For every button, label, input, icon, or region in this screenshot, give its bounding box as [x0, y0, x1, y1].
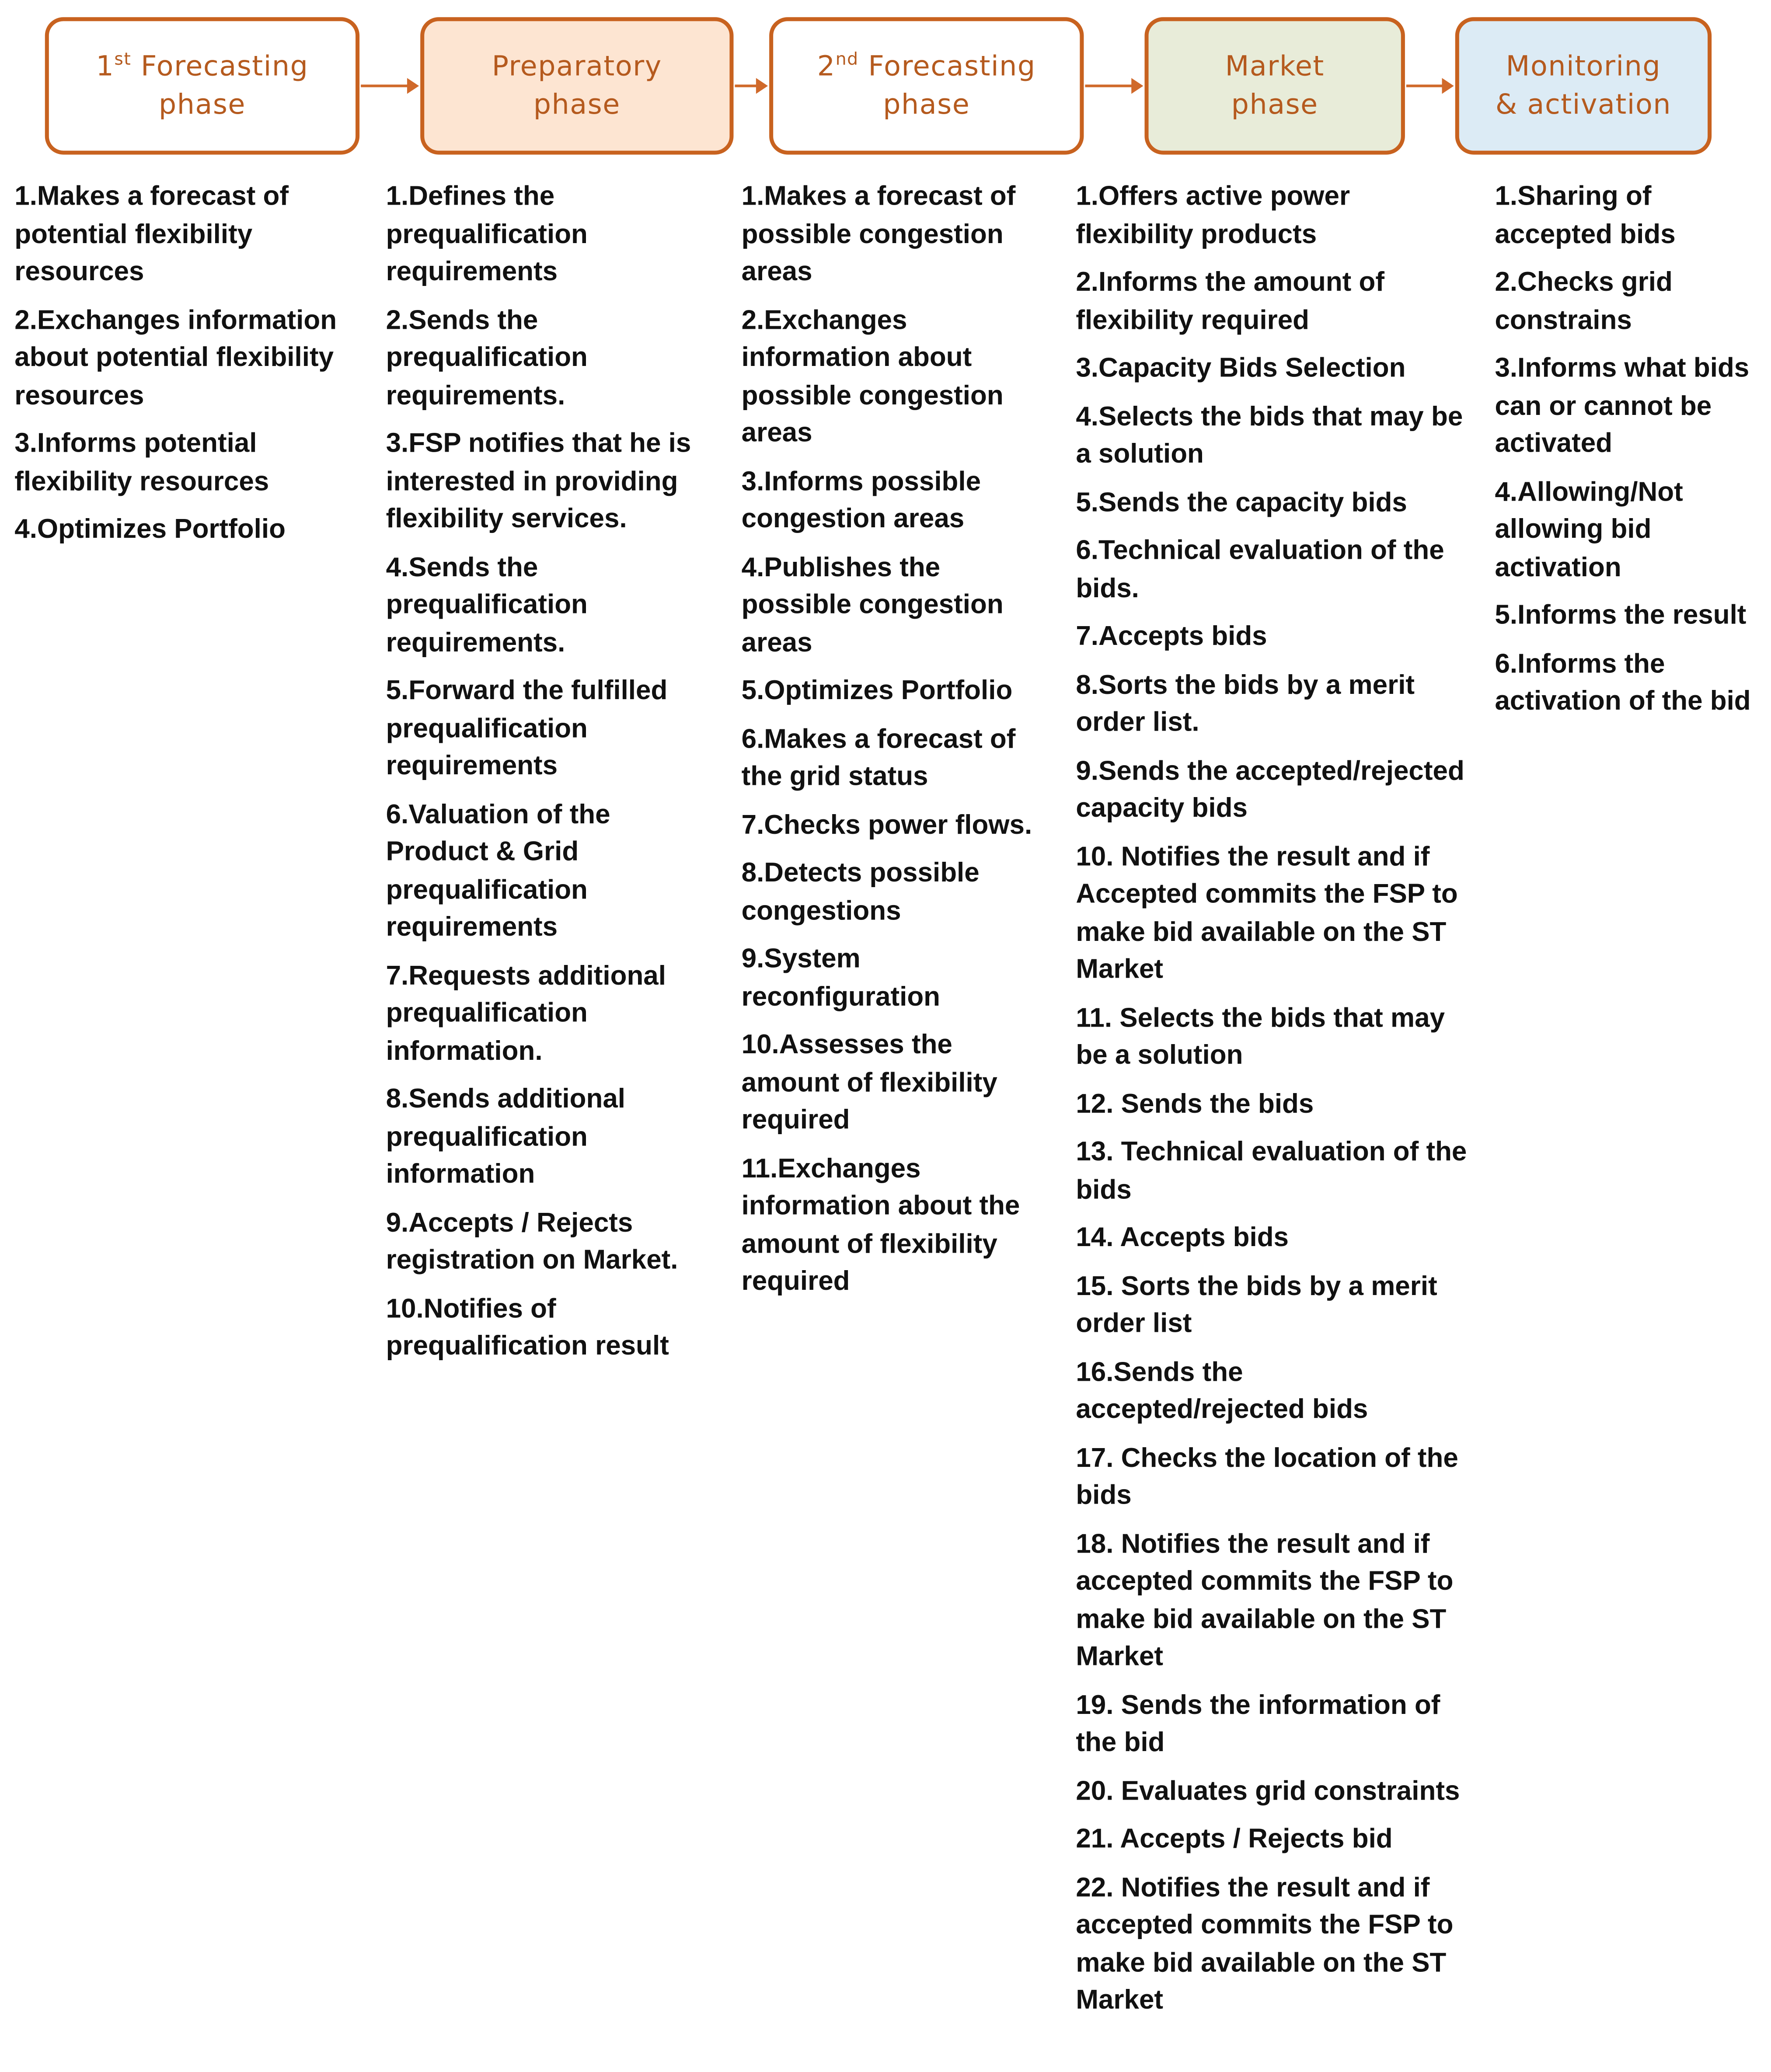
step-item: 7.Requests additional prequalification information.: [386, 960, 666, 1066]
step-item: 8.Sorts the bids by a merit order list.: [1076, 669, 1415, 738]
step-item: 7.Checks power flows.: [741, 809, 1032, 840]
steps-column-monitoring: [1495, 178, 1766, 731]
step-item: 17. Checks the location of the bids: [1076, 1442, 1458, 1511]
step-item: 8.Detects possible congestions: [741, 857, 980, 926]
step-item: 15. Sorts the bids by a merit order list: [1076, 1271, 1437, 1339]
phase-box-monitoring: [1455, 17, 1712, 154]
step-item: 19. Sends the information of the bid: [1076, 1689, 1440, 1758]
step-item: 16.Sends the accepted/rejected bids: [1076, 1356, 1368, 1425]
step-item: 4.Allowing/Not allowing bid activation: [1495, 476, 1683, 582]
arrow-connector: [1406, 84, 1446, 87]
step-item: 14. Accepts bids: [1076, 1222, 1289, 1253]
phase-box-preparatory: [420, 17, 733, 154]
step-item: 21. Accepts / Rejects bid: [1076, 1824, 1393, 1854]
step-item: 1.Offers active power flexibility products: [1076, 181, 1350, 249]
steps-column-forecasting-2: [742, 178, 1048, 1312]
step-item: 5.Informs the result: [1495, 600, 1747, 630]
phase-label: Market phase: [1225, 50, 1325, 121]
phase-label: 2nd Forecasting phase: [817, 50, 1036, 121]
step-item: 20. Evaluates grid constraints: [1076, 1775, 1460, 1806]
step-item: 4.Selects the bids that may be a solution: [1076, 401, 1463, 469]
step-item: 9.Sends the accepted/rejected capacity bids: [1076, 755, 1464, 824]
step-item: 1.Makes a forecast of possible congestion areas: [741, 181, 1016, 287]
step-item: 6.Informs the activation of the bid: [1495, 648, 1751, 717]
step-item: 4.Publishes the possible congestion areas: [741, 551, 1004, 658]
arrow-connector: [1085, 84, 1135, 87]
step-item: 5.Optimizes Portfolio: [741, 675, 1013, 706]
step-item: 12. Sends the bids: [1076, 1088, 1314, 1119]
step-item: 1.Defines the prequalification requirements: [386, 181, 588, 287]
step-item: 4.Sends the prequalification requirements.: [386, 551, 588, 658]
step-item: 7.Accepts bids: [1076, 621, 1267, 652]
step-item: 5.Sends the capacity bids: [1076, 487, 1407, 518]
step-item: 10.Assesses the amount of flexibility required: [741, 1029, 997, 1135]
step-item: 1.Sharing of accepted bids: [1495, 181, 1676, 249]
step-item: 13. Technical evaluation of the bids: [1076, 1136, 1467, 1205]
step-item: 3.Capacity Bids Selection: [1076, 353, 1406, 383]
step-item: 2.Exchanges information about possible congestion areas: [741, 304, 1004, 448]
step-item: 6.Technical evaluation of the bids.: [1076, 535, 1444, 603]
phase-box-forecasting-2: [769, 17, 1084, 154]
step-item: 2.Informs the amount of flexibility required: [1076, 267, 1385, 335]
phase-box-forecasting-1: [45, 17, 359, 154]
steps-column-preparatory: [386, 178, 703, 1376]
step-item: 9.Accepts / Rejects registration on Market.: [386, 1207, 678, 1275]
step-item: 6.Makes a forecast of the grid status: [741, 723, 1016, 792]
step-item: 2.Exchanges information about potential flexibility resources: [14, 304, 337, 411]
phase-label: Preparatory phase: [492, 50, 662, 121]
step-item: 3.Informs potential flexibility resources: [14, 428, 269, 496]
phase-label: Monitoring & activation: [1495, 50, 1672, 121]
arrow-connector: [735, 84, 760, 87]
step-item: 11. Selects the bids that may be a solution: [1076, 1002, 1445, 1071]
arrow-connector: [361, 84, 411, 87]
step-item: 6.Valuation of the Product & Grid prequalification requirements: [386, 799, 610, 943]
step-item: 2.Sends the prequalification requirements.: [386, 304, 588, 411]
step-item: 3.FSP notifies that he is interested in providing flexibility services.: [386, 428, 691, 534]
step-item: 10.Notifies of prequalification result: [386, 1293, 669, 1362]
phase-label: 1st Forecasting phase: [96, 50, 309, 121]
step-item: 2.Checks grid constrains: [1495, 267, 1673, 335]
step-item: 1.Makes a forecast of potential flexibility resources: [14, 181, 289, 287]
step-item: 10. Notifies the result and if Accepted commits the FSP to make bid available on the ST Market: [1076, 841, 1458, 985]
step-item: 5.Forward the fulfilled prequalification requirements: [386, 675, 668, 781]
step-item: 22. Notifies the result and if accepted commits the FSP to make bid available on the ST Market: [1076, 1872, 1454, 2016]
step-item: 8.Sends additional prequalification information: [386, 1083, 626, 1190]
steps-column-market: [1076, 178, 1472, 2030]
phase-box-market: [1144, 17, 1405, 154]
step-item: 18. Notifies the result and if accepted commits the FSP to make bid available on the ST Market: [1076, 1528, 1454, 1672]
step-item: 3.Informs possible congestion areas: [741, 466, 981, 534]
step-item: 9.System reconfiguration: [741, 944, 941, 1012]
step-item: 4.Optimizes Portfolio: [14, 514, 286, 545]
steps-column-forecasting-1: [14, 178, 361, 560]
step-item: 11.Exchanges information about the amount of flexibility required: [741, 1153, 1020, 1297]
step-item: 3.Informs what bids can or cannot be activated: [1495, 353, 1750, 459]
